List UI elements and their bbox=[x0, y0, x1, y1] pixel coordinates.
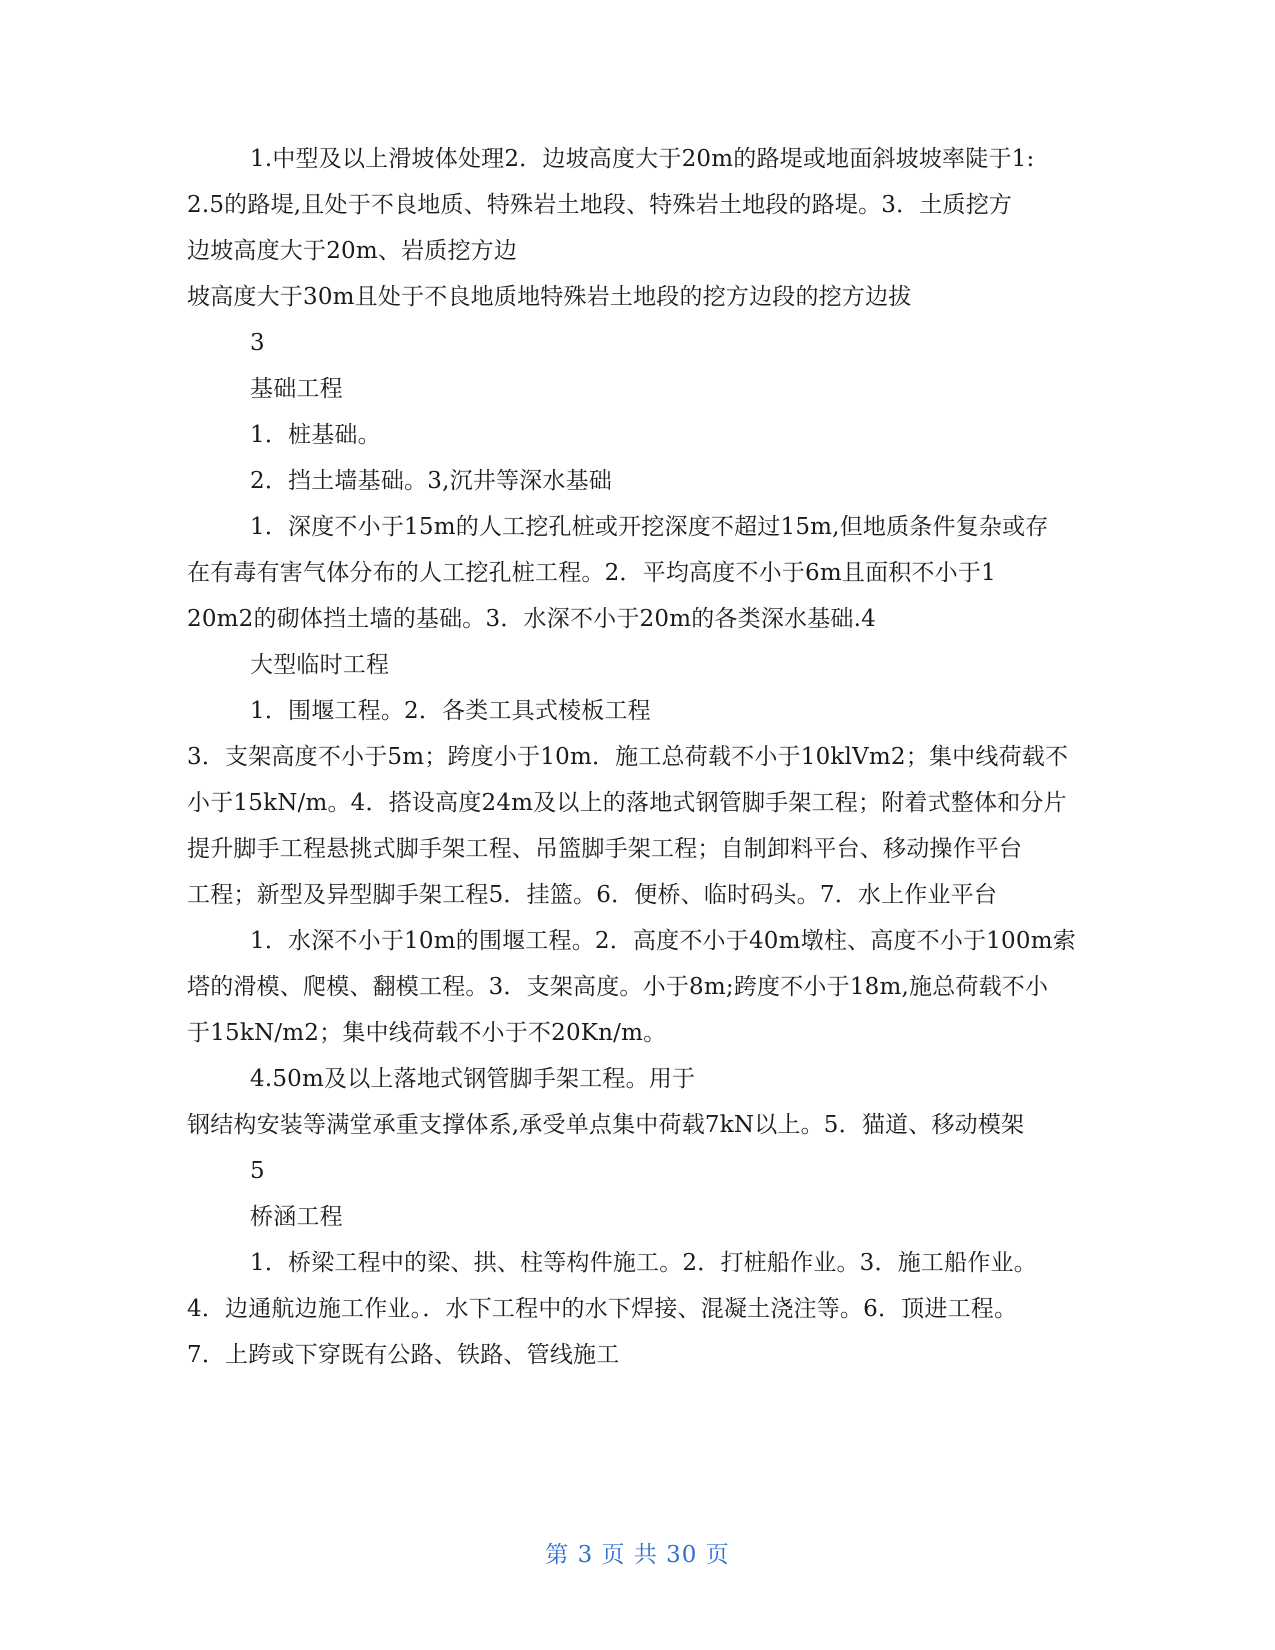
text-line: 4．边通航边施工作业。．水下工程中的水下焊接、混凝土浇注等。6．顶进工程。 bbox=[187, 1296, 1018, 1322]
text-line: 1.中型及以上滑坡体处理2．边坡高度大于20m的路堤或地面斜坡坡率陡于1: bbox=[250, 146, 1035, 172]
text-line: 3．支架高度不小于5m；跨度小于10m．施工总荷载不小于10klVm2；集中线荷载不 bbox=[187, 744, 1069, 770]
text-line: 钢结构安装等满堂承重支撑体系,承受单点集中荷载7kN以上。5．猫道、移动模架 bbox=[187, 1112, 1025, 1138]
section-heading: 基础工程 bbox=[250, 376, 343, 402]
text-line: 20m2的砌体挡土墙的基础。3．水深不小于20m的各类深水基础.4 bbox=[187, 606, 876, 632]
text-line: 7．上跨或下穿既有公路、铁路、管线施工 bbox=[187, 1342, 620, 1368]
text-line: 4.50m及以上落地式钢管脚手架工程。用于 bbox=[250, 1066, 696, 1092]
text-line: 工程；新型及异型脚手架工程5．挂篮。6．便桥、临时码头。7．水上作业平台 bbox=[187, 882, 998, 908]
section-number: 3 bbox=[250, 330, 265, 356]
text-line: 在有毒有害气体分布的人工挖孔桩工程。2．平均高度不小于6m且面积不小于1 bbox=[187, 560, 996, 586]
section-heading: 桥涵工程 bbox=[250, 1204, 343, 1230]
text-line: 1．围堰工程。2．各类工具式棱板工程 bbox=[250, 698, 651, 724]
text-line: 1．水深不小于10m的围堰工程。2．高度不小于40m墩柱、高度不小于100m索 bbox=[250, 928, 1076, 954]
text-line: 小于15kN/m。4．搭设高度24m及以上的落地式钢管脚手架工程；附着式整体和分片 bbox=[187, 790, 1067, 816]
text-line: 2．挡土墙基础。3,沉井等深水基础 bbox=[250, 468, 612, 494]
page-footer: 第 3 页 共 30 页 bbox=[545, 1542, 730, 1568]
text-line: 坡高度大于30m且处于不良地质地特殊岩土地段的挖方边段的挖方边拔 bbox=[187, 284, 912, 310]
text-line: 提升脚手工程悬挑式脚手架工程、吊篮脚手架工程；自制卸料平台、移动操作平台 bbox=[187, 836, 1023, 862]
text-line: 塔的滑模、爬模、翻模工程。3．支架高度。小于8m;跨度不小于18m,施总荷载不小 bbox=[187, 974, 1049, 1000]
text-line: 边坡高度大于20m、岩质挖方边 bbox=[187, 238, 518, 264]
text-line: 1．桥梁工程中的梁、拱、柱等构件施工。2．打桩船作业。3．施工船作业。 bbox=[250, 1250, 1037, 1276]
text-line: 于15kN/m2；集中线荷载不小于不20Kn/m。 bbox=[187, 1020, 667, 1046]
text-line: 1．桩基础。 bbox=[250, 422, 381, 448]
text-line: 1．深度不小于15m的人工挖孔桩或开挖深度不超过15m,但地质条件复杂或存 bbox=[250, 514, 1049, 540]
text-line: 2.5的路堤,且处于不良地质、特殊岩土地段、特殊岩土地段的路堤。3．土质挖方 bbox=[187, 192, 1013, 218]
section-heading: 大型临时工程 bbox=[250, 652, 390, 678]
section-number: 5 bbox=[250, 1158, 265, 1184]
